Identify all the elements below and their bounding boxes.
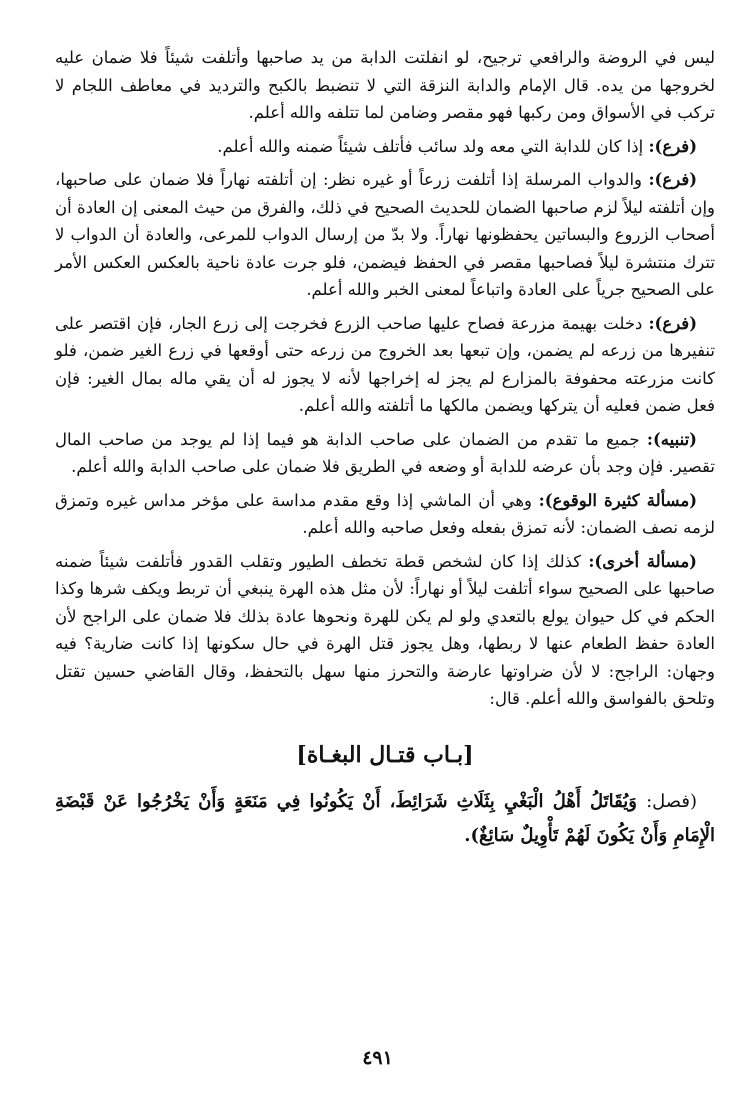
- paragraph-1-text: ليس في الروضة والرافعي ترجيح، لو انفلتت الدابة من يد صاحبها وأتلفت شيئاً فلا ضمان عليه لخروجها من يده. قال الإمام والدابة النزقة التي لا تنضبط بالكبح والترديد في معاطف اللجام لا تركب في الأسواق ومن ركبها فهو مقصر وضامن لما تتلفه والله أعلم.: [55, 48, 715, 122]
- paragraph-masala-1-lead: (مسألة كثيرة الوقوع):: [538, 490, 698, 510]
- paragraph-masala-2-lead: (مسألة أخرى):: [588, 551, 697, 571]
- paragraph-tanbih-lead: (تنبيه):: [646, 429, 697, 449]
- fasl-lead: (فصل:: [646, 790, 697, 812]
- fasl-text: وَيُقَاتَلُ أَهْلُ الْبَغْيِ بِثَلَاثِ شَرَائِطَ، أَنْ يَكُونُوا فِي مَنَعَةٍ وَأَنْ يَخْرُجُوا عَنْ قَبْضَةِ الْإِمَامِ وَأَنْ يَكُونَ لَهُمْ تَأْوِيلٌ سَائِغٌ).: [55, 790, 715, 846]
- paragraph-far-2-lead: (فرع):: [648, 170, 698, 189]
- paragraph-tanbih-text: جميع ما تقدم من الضمان على صاحب الدابة هو فيما إذا لم يوجد من صاحب المال تقصير. فإن وجد بأن عرضه للدابة أو وضعه في الطريق فلا ضمان على صاحب الدابة والله أعلم.: [55, 429, 715, 476]
- paragraph-far-2-text: والدواب المرسلة إذا أتلفت زرعاً أو غيره نظر: إن أتلفته نهاراً فلا ضمان على صاحبها، وإن أتلفته ليلاً لزم صاحبها الضمان للحديث الصحيح في ذلك، والفرق من حيث المعنى إن العادة أن أصحاب الزروع والبساتين يحفظونها نهاراً. ولا بدّ من إرسال الدواب للمرعى، والعادة أن الدواب لا تترك منتشرة ليلاً فصاحبها مقصر في الحفظ فيضمن، فلو جرت عادة ناحية بالعكس العكس الأمر على الصحيح جرياً على العادة واتباعاً لمعنى الخبر والله أعلم.: [55, 170, 715, 299]
- fasl-paragraph: [55, 785, 715, 853]
- paragraph-far-1: [55, 133, 715, 161]
- paragraph-far-2: [55, 166, 715, 304]
- paragraph-far-3-lead: (فرع):: [648, 313, 697, 333]
- paragraph-masala-1: [55, 487, 715, 542]
- chapter-title: [بـاب قتـال البغـاة]: [296, 741, 474, 768]
- page-number: ٤٩١: [362, 1047, 393, 1069]
- paragraph-masala-1-text: وهي أن الماشي إذا وقع مقدم مداسة على مؤخر مداس غيره وتمزق لزمه نصف الضمان: لأنه تمزق بفعله وفعل صاحبه والله أعلم.: [55, 490, 715, 537]
- paragraph-1: [55, 44, 715, 127]
- paragraph-far-3: [55, 310, 715, 420]
- paragraph-far-1-lead: (فرع):: [648, 136, 697, 156]
- paragraph-far-1-text: إذا كان للدابة التي معه ولد سائب فأتلف شيئاً ضمنه والله أعلم.: [217, 136, 644, 156]
- paragraph-masala-2-text: كذلك إذا كان لشخص قطة تخطف الطيور وتقلب القدور فأتلفت شيئاً ضمنه صاحبها على الصحيح سواء أتلفت ليلاً أو نهاراً: لأن مثل هذه الهرة ينبغي أن تربط ويكف شرها وكذا الحكم في كل حيوان يولع بالتعدي ولو لم يكن للهرة ونحوها عادة بذلك فلا ضمان على الراجح لأن العادة حفظ الطعام عنها لا ربطها، وهل يجوز قتل الهرة في حال سكونها إذا كانت ضارية؟ فيه وجهان: الراجح: لا لأن ضراوتها عارضة والتحرز منها سهل بالتحفظ، وقال القاضي حسين تقتل وتلحق بالفواسق والله أعلم. قال:: [55, 551, 715, 708]
- paragraph-far-3-text: دخلت بهيمة مزرعة فصاح عليها صاحب الزرع فخرجت إلى زرع الجار، فإن اقتصر على تنفيرها من زرعه لم يضمن، وإن تبعها بعد الخروج من زرعه حتى أوقعها في زرع الغير ضمن، فلو كانت مزرعته محفوفة بالمزارع لم يجز له إخراجها لأنه لا يجوز له أن يقي ماله بمال الغير: فإن فعل ضمن فعليه أن يتركها ويضمن مالكها ما أتلفته والله أعلم.: [55, 313, 715, 415]
- paragraph-masala-2: [55, 548, 715, 713]
- paragraph-tanbih: [55, 426, 715, 481]
- page-body: [55, 44, 715, 853]
